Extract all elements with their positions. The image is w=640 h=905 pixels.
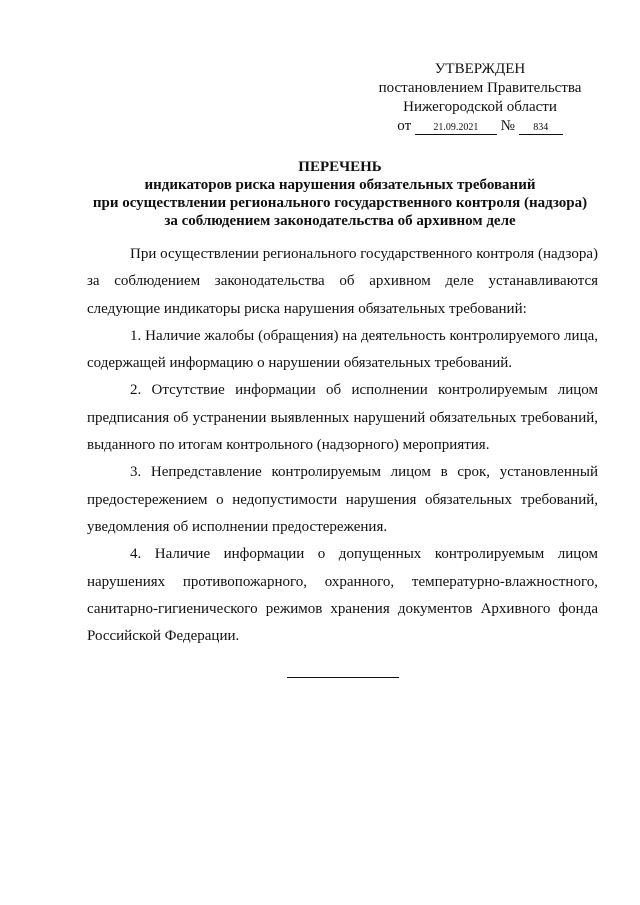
approval-issuer-line2: Нижегородской области	[403, 99, 557, 115]
closing-divider	[287, 677, 399, 678]
approval-from-label: от	[397, 118, 412, 134]
approval-number-label: №	[500, 118, 515, 134]
list-item: 3. Непредставление контролируемым лицом в срок, установленный предостережением о недопустимости нарушения обязательных требований, уведомления об исполнении предостережения.	[87, 464, 598, 535]
approval-date-line	[360, 117, 600, 136]
title-line-3: за соблюдением законодательства об архивном деле	[164, 213, 516, 229]
approval-stamp: УТВЕРЖДЕН	[434, 61, 526, 77]
approval-issuer-line1: постановлением Правительства	[378, 80, 582, 96]
list-item: 1. Наличие жалобы (обращения) на деятельность контролируемого лица, содержащей информацию о нарушении обязательных требований.	[87, 327, 598, 372]
title-heading: ПЕРЕЧЕНЬ	[298, 159, 382, 175]
intro-paragraph: При осуществлении регионального государственного контроля (надзора) за соблюдением законодательства об архивном деле устанавливаются следующие индикаторы риска нарушения обязательных требований:	[87, 246, 598, 317]
document-body	[87, 241, 598, 650]
approval-number: 834	[519, 122, 563, 135]
approval-block	[360, 60, 600, 136]
document-title	[80, 158, 600, 230]
title-line-1: индикаторов риска нарушения обязательных требований	[144, 177, 536, 193]
list-item: 2. Отсутствие информации об исполнении контролируемым лицом предписания об устранении выявленных нарушений обязательных требований, выданного по итогам контрольного (надзорного) мероприятия.	[87, 382, 598, 454]
title-line-2: при осуществлении регионального государственного контроля (надзора)	[92, 195, 588, 211]
list-item: 4. Наличие информации о допущенных контролируемым лицом нарушениях противопожарного, охранного, температурно-влажностного, санитарно-гигиенического режимов хранения документов Архивного фонда Российской Федерации.	[87, 546, 598, 645]
approval-date: 21.09.2021	[415, 122, 497, 135]
